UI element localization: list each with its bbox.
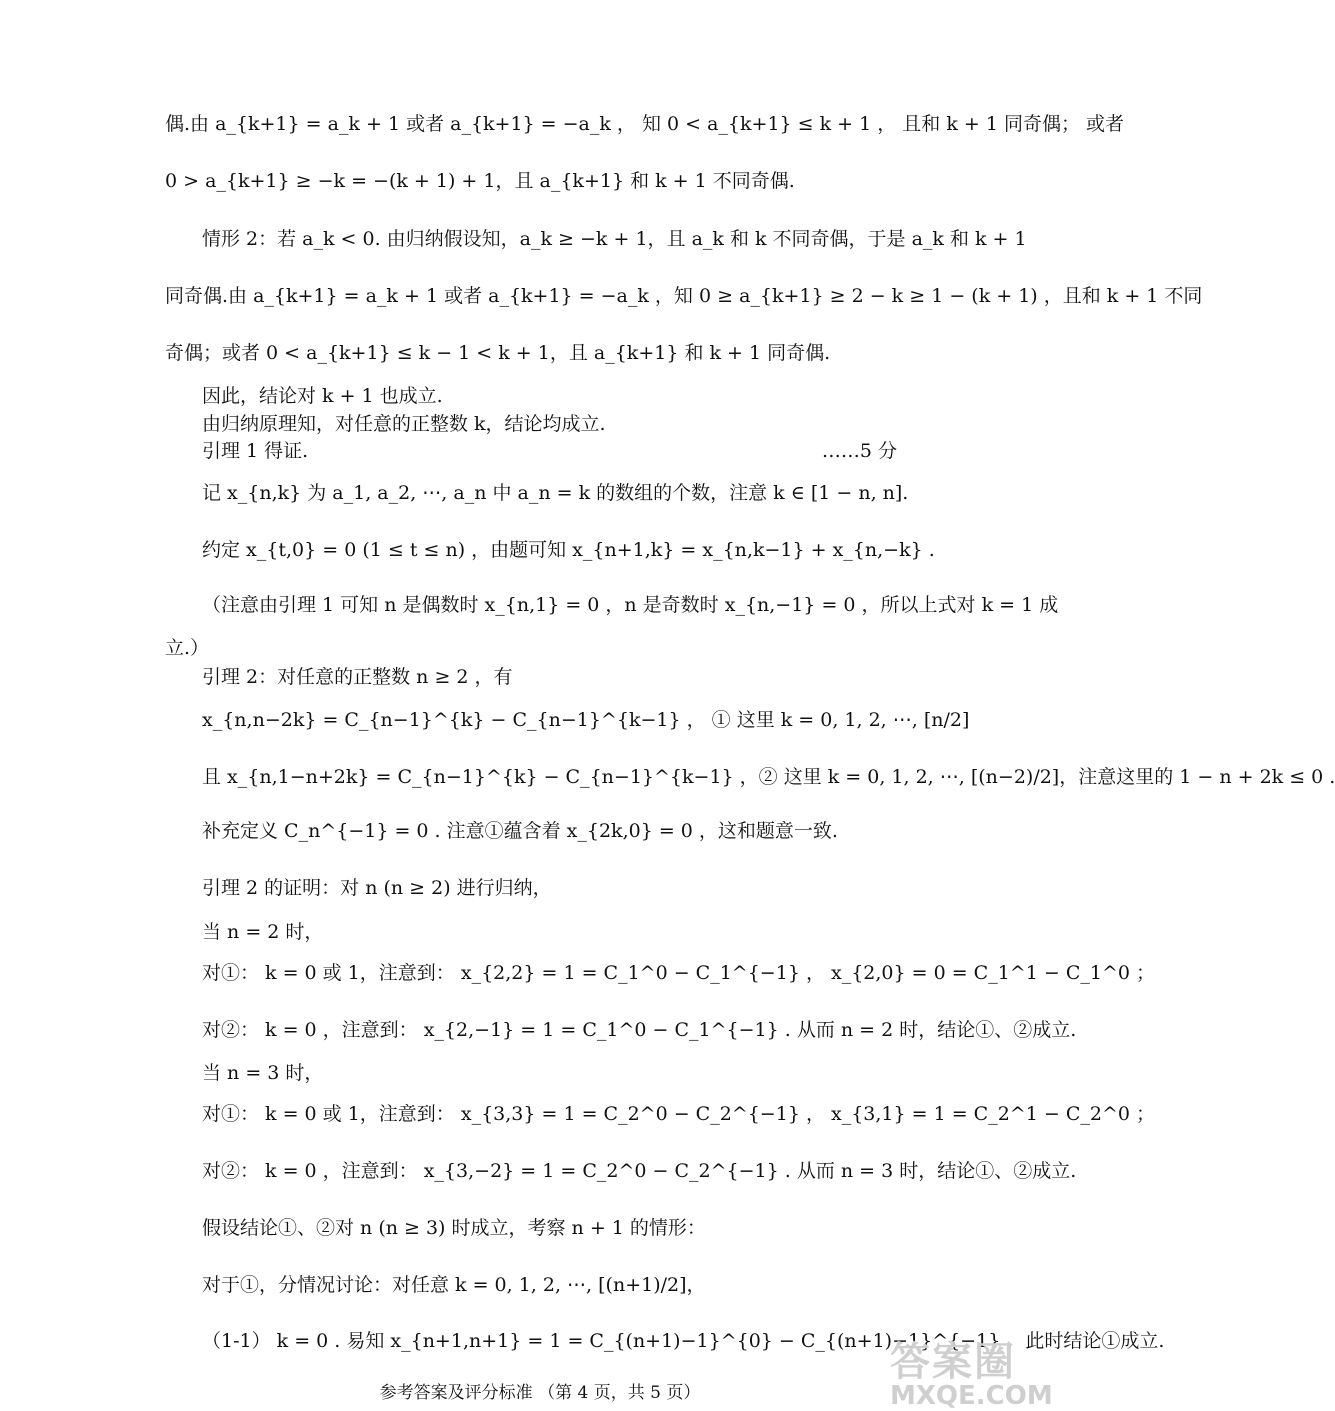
text-line-21: 对②： k = 0 ，注意到： x_{3,−2} = 1 = C_2^0 − C_2^{−1} . 从而 n = 3 时，结论①、②成立. bbox=[202, 1160, 1077, 1182]
text-line-22: 假设结论①、②对 n (n ≥ 3) 时成立，考察 n + 1 的情形： bbox=[202, 1217, 706, 1239]
text-line-12: 立.） bbox=[165, 637, 210, 659]
text-line-16: 当 n = 2 时， bbox=[202, 921, 324, 943]
text-line-1: 偶.由 a_{k+1} = a_k + 1 或者 a_{k+1} = −a_k ， 知 0 < a_{k+1} ≤ k + 1 ， 且和 k + 1 同奇偶； 或者 bbox=[165, 113, 1125, 135]
text-line-9: 记 x_{n,k} 为 a_1, a_2, ⋯, a_n 中 a_n = k 的数组的个数，注意 k ∈ [1 − n, n]. bbox=[202, 482, 909, 504]
text-line-7: 由归纳原理知，对任意的正整数 k，结论均成立. bbox=[202, 413, 606, 435]
text-line-3: 情形 2：若 a_k < 0. 由归纳假设知，a_k ≥ −k + 1，且 a_k 和 k 不同奇偶，于是 a_k 和 k + 1 bbox=[202, 228, 1027, 250]
watermark-top: 答案圈 bbox=[890, 1339, 1016, 1385]
text-line-19: 当 n = 3 时， bbox=[202, 1062, 324, 1084]
score-mark: ……5 分 bbox=[821, 440, 897, 462]
text-line-14: 补充定义 C_n^{−1} = 0 . 注意①蕴含着 x_{2k,0} = 0 ，这和题意一致. bbox=[202, 820, 838, 842]
text-line-24: （1-1） k = 0 . 易知 x_{n+1,n+1} = 1 = C_{(n+1)−1}^{0} − C_{(n+1)−1}^{−1} ，此时结论①成立. bbox=[202, 1330, 1165, 1352]
text-line-2: 0 > a_{k+1} ≥ −k = −(k + 1) + 1，且 a_{k+1} 和 k + 1 不同奇偶. bbox=[165, 170, 795, 192]
text-line-13: 引理 2：对任意的正整数 n ≥ 2 ，有 bbox=[202, 666, 513, 688]
text-line-4: 同奇偶.由 a_{k+1} = a_k + 1 或者 a_{k+1} = −a_k ，知 0 ≥ a_{k+1} ≥ 2 − k ≥ 1 − (k + 1) ，且和 k + 1 不同 bbox=[165, 285, 1203, 307]
watermark-logo bbox=[890, 1330, 1060, 1410]
page-footer: 参考答案及评分标准 （第 4 页，共 5 页） bbox=[379, 1383, 701, 1403]
text-line-10: 约定 x_{t,0} = 0 (1 ≤ t ≤ n) ，由题可知 x_{n+1,k} = x_{n,k−1} + x_{n,−k} . bbox=[202, 539, 935, 561]
text-line-11: （注意由引理 1 可知 n 是偶数时 x_{n,1} = 0 ，n 是奇数时 x_{n,−1} = 0 ，所以上式对 k = 1 成 bbox=[202, 594, 1059, 616]
text-line-23: 对于①，分情况讨论：对任意 k = 0, 1, 2, ⋯, [(n+1)/2]， bbox=[202, 1274, 706, 1296]
text-line-18: 对②： k = 0 ，注意到： x_{2,−1} = 1 = C_1^0 − C_1^{−1} . 从而 n = 2 时，结论①、②成立. bbox=[202, 1019, 1077, 1041]
text-line-15: 引理 2 的证明：对 n (n ≥ 2) 进行归纳， bbox=[202, 877, 552, 899]
text-line-17: 对①： k = 0 或 1，注意到： x_{2,2} = 1 = C_1^0 − C_1^{−1} ， x_{2,0} = 0 = C_1^1 − C_1^0 ； bbox=[202, 962, 1155, 984]
text-line-20: 对①： k = 0 或 1，注意到： x_{3,3} = 1 = C_2^0 − C_2^{−1} ， x_{3,1} = 1 = C_2^1 − C_2^0 ； bbox=[202, 1103, 1155, 1125]
text-line-6: 因此，结论对 k + 1 也成立. bbox=[202, 385, 443, 407]
text-line-5: 奇偶；或者 0 < a_{k+1} ≤ k − 1 < k + 1，且 a_{k+1} 和 k + 1 同奇偶. bbox=[165, 342, 831, 364]
text-line-8: 引理 1 得证. bbox=[202, 440, 309, 462]
formula-line-1: x_{n,n−2k} = C_{n−1}^{k} − C_{n−1}^{k−1} ， ① 这里 k = 0, 1, 2, ⋯, [n/2] bbox=[202, 709, 970, 731]
watermark-bottom: MXQE.COM bbox=[890, 1381, 1053, 1411]
formula-line-2: 且 x_{n,1−n+2k} = C_{n−1}^{k} − C_{n−1}^{k−1} ，② 这里 k = 0, 1, 2, ⋯, [(n−2)/2]，注意这里的 1 − n + 2k ≤ 0 . bbox=[202, 766, 1335, 788]
